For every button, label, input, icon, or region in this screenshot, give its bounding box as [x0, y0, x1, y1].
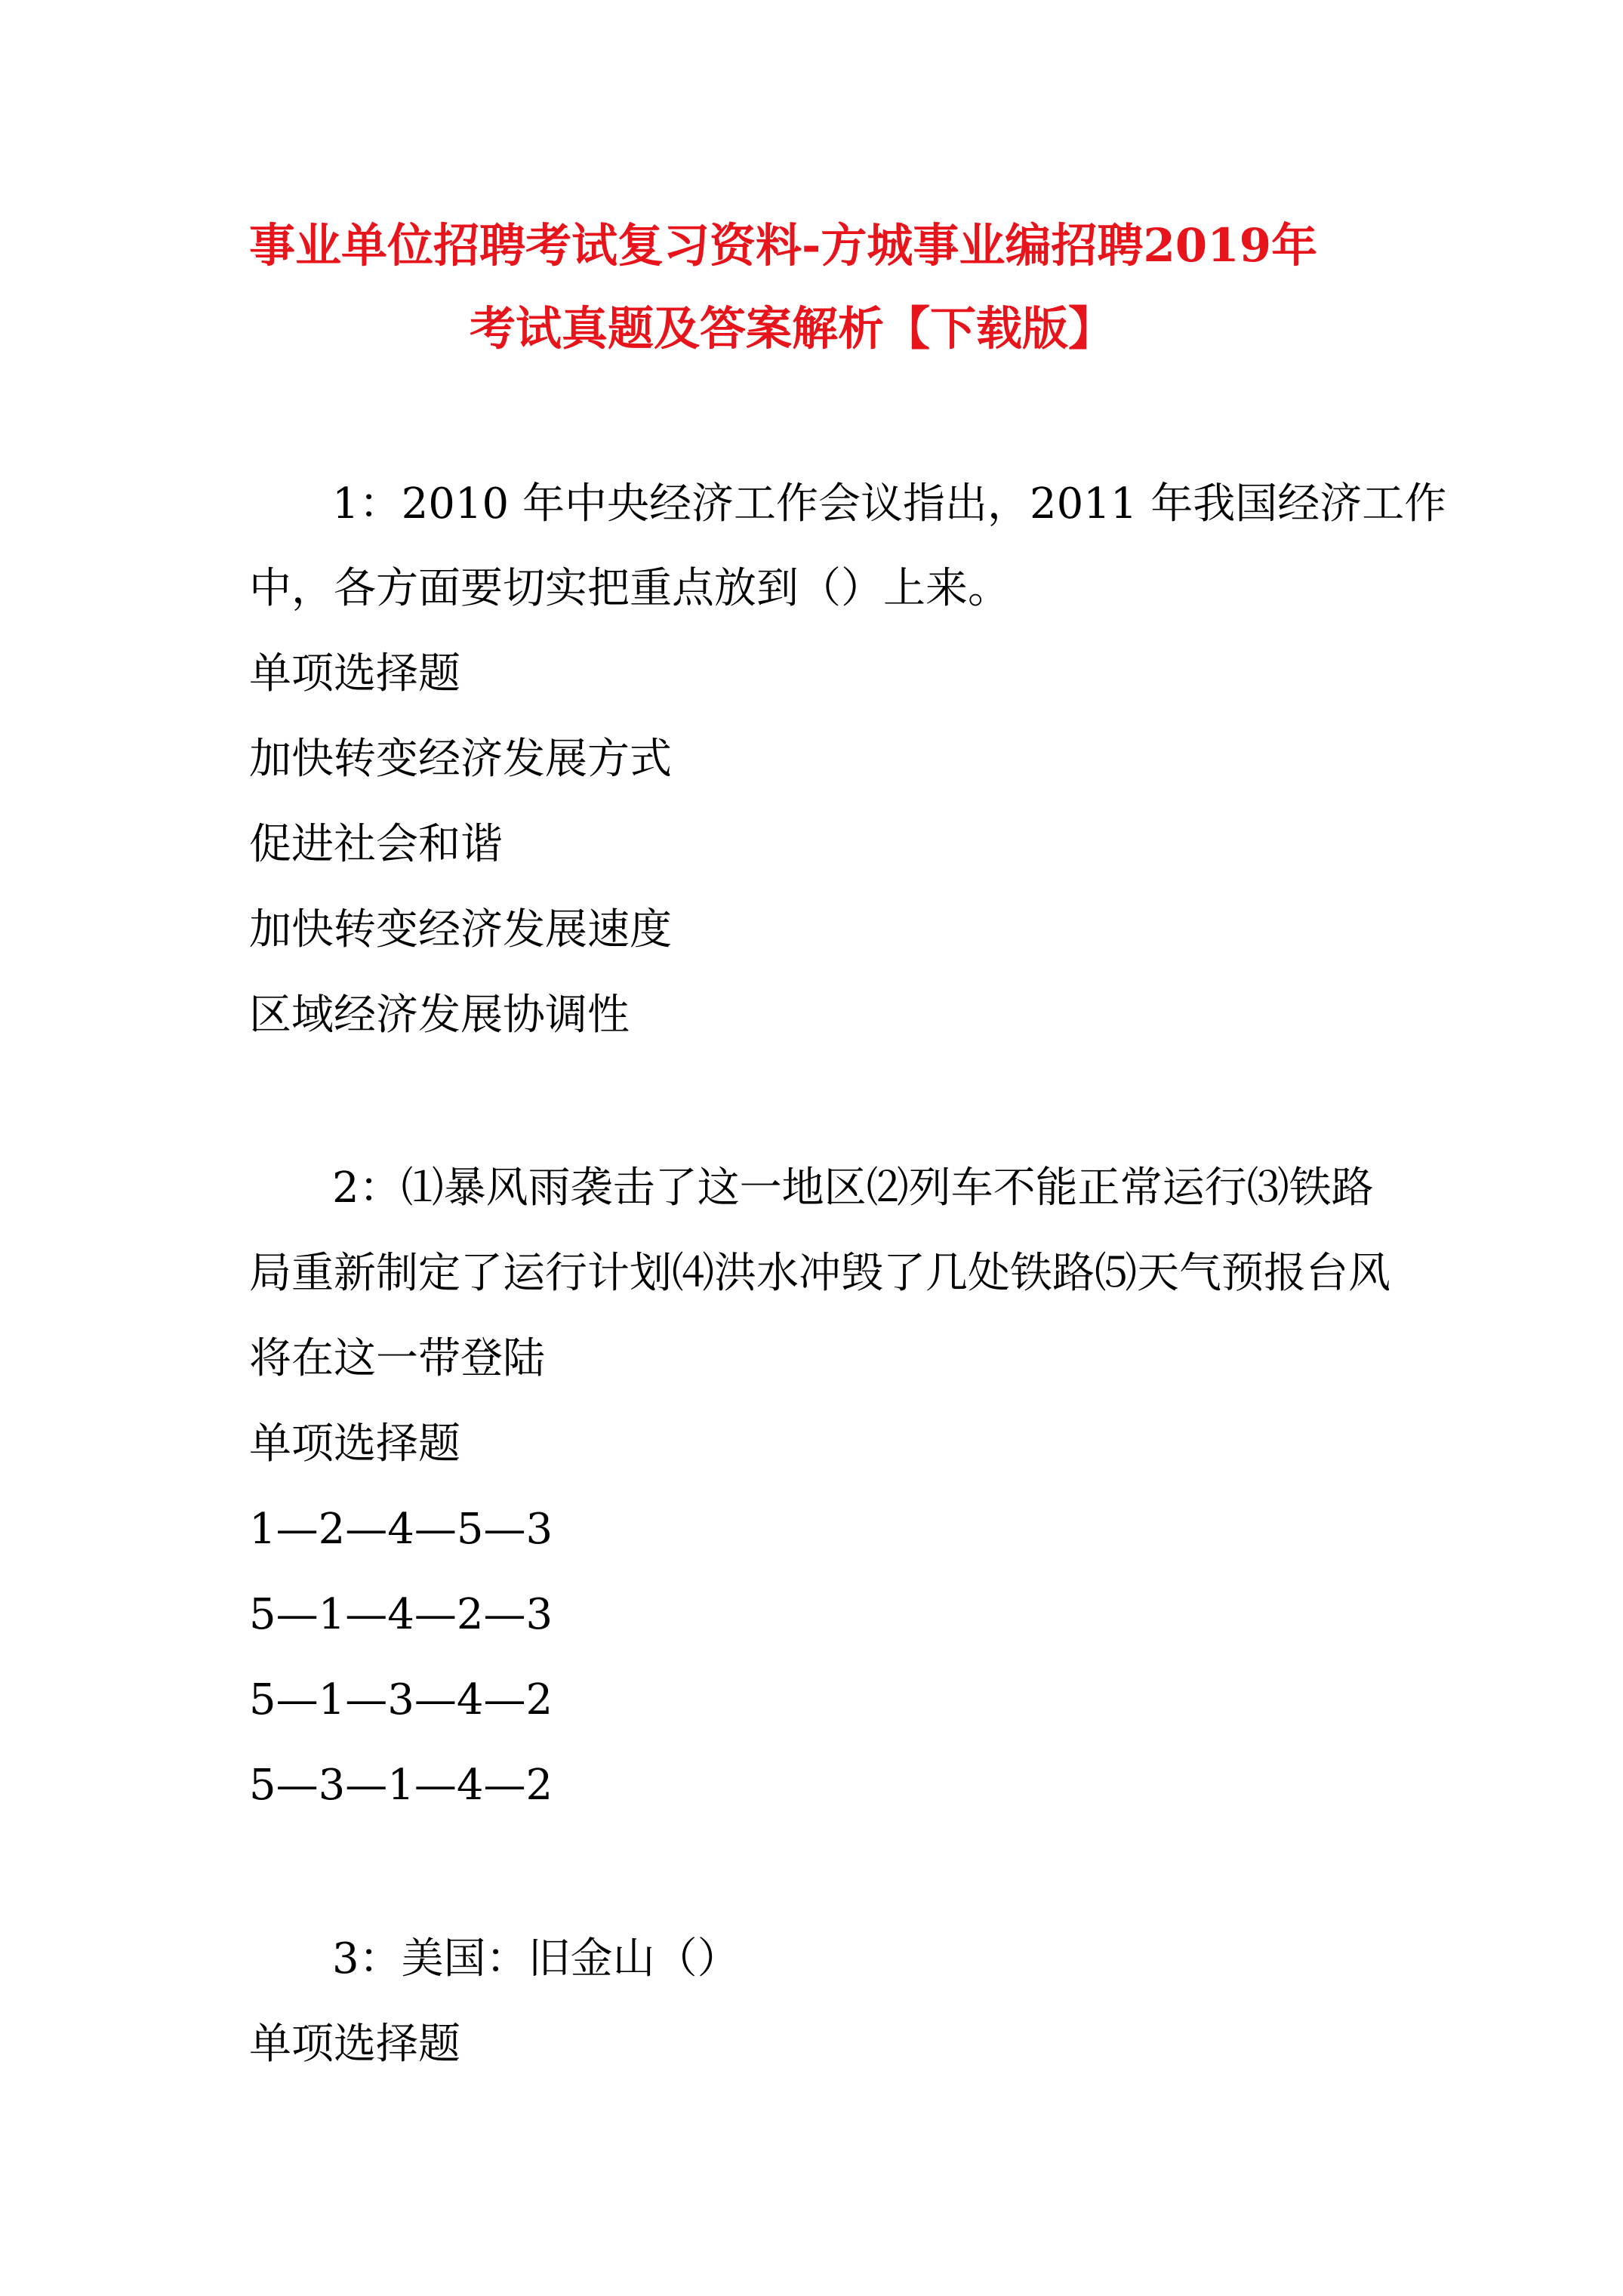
question-3-stem-line-1: 3：美国：旧金山（） — [332, 1934, 740, 1983]
question-1-type: 单项选择题 — [249, 649, 460, 698]
question-1-option-d: 区域经济发展协调性 — [249, 991, 630, 1040]
document-title-line-2: 考试真题及答案解析【下载版】 — [470, 302, 1115, 356]
document-title-line-1: 事业单位招聘考试复习资料-方城事业编招聘2019年 — [249, 219, 1318, 273]
question-2-option-a: 1—2—4—5—3 — [249, 1505, 553, 1554]
question-2-option-b: 5—1—4—2—3 — [249, 1590, 553, 1639]
question-1-option-c: 加快转变经济发展速度 — [249, 905, 672, 954]
question-2-option-d: 5—3—1—4—2 — [249, 1761, 553, 1810]
question-2-type: 单项选择题 — [249, 1419, 460, 1469]
question-3-type: 单项选择题 — [249, 2020, 460, 2069]
question-1-stem-line-1: 1：2010 年中央经济工作会议指出，2011 年我国经济工作 — [332, 479, 1447, 529]
question-2-option-c: 5—1—3—4—2 — [249, 1675, 553, 1724]
question-1-option-b: 促进社会和谐 — [249, 820, 503, 869]
question-2-stem-line-1: 2：⑴暴风雨袭击了这一地区⑵列车不能正常运行⑶铁路 — [332, 1163, 1374, 1213]
question-1-option-a: 加快转变经济发展方式 — [249, 735, 672, 784]
question-1-stem-line-2: 中，各方面要切实把重点放到（）上来。 — [249, 564, 1010, 613]
question-2-stem-line-2: 局重新制定了运行计划⑷洪水冲毁了几处铁路⑸天气预报台风 — [249, 1249, 1390, 1298]
question-2-stem-line-3: 将在这一带登陆 — [249, 1334, 545, 1383]
